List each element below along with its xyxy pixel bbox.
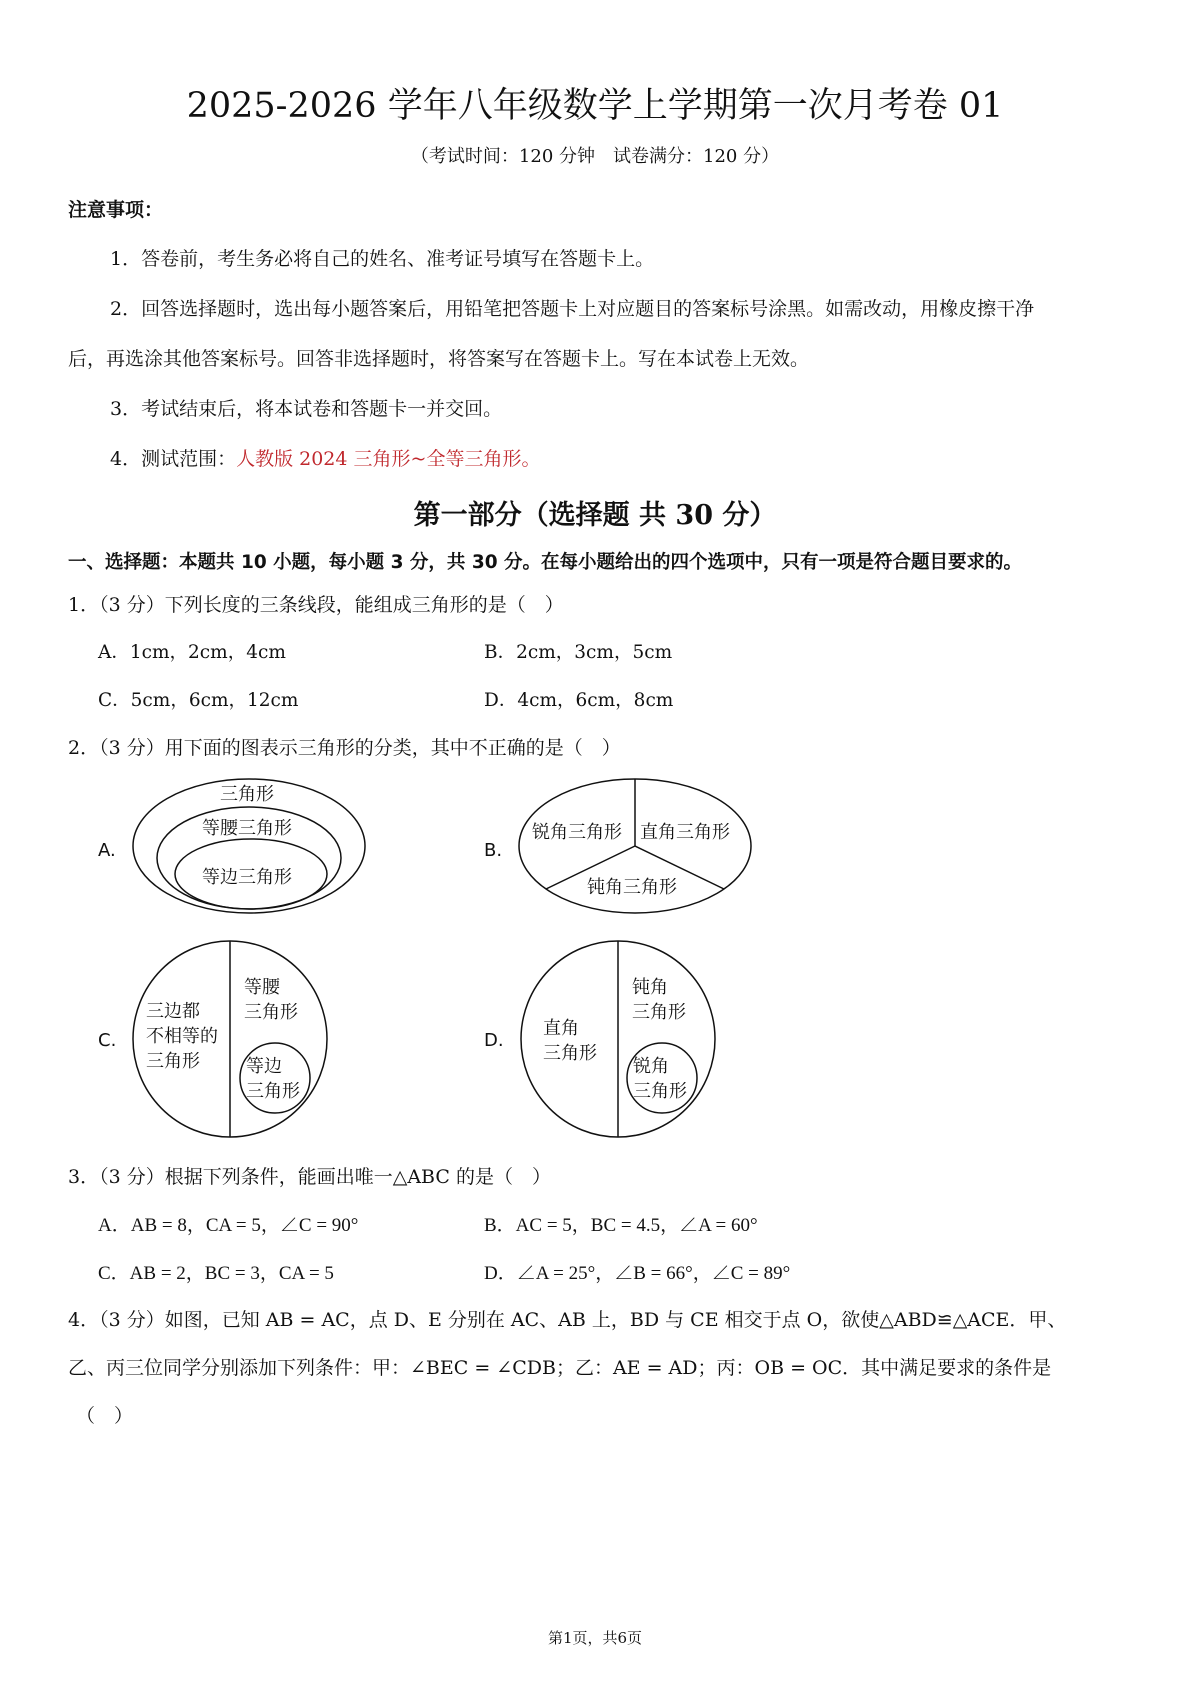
exam-info: （考试时间：120 分钟 试卷满分：120 分）: [410, 146, 780, 167]
q3-option-b: B．AC = 5，BC = 4.5，∠A = 60°: [484, 1215, 758, 1236]
q2-option-a-label: A.: [98, 840, 116, 861]
test-scope: 人教版 2024 三角形~全等三角形。: [236, 448, 541, 470]
q3-option-c: C．AB = 2，BC = 3，CA = 5: [98, 1263, 334, 1284]
q2c-right-label-2: 三角形: [244, 1002, 298, 1023]
part-1-title: 第一部分（选择题 共 30 分）: [413, 500, 777, 531]
q2a-middle-label: 等腰三角形: [202, 818, 292, 839]
q4-stem-line-1: 4．（3 分）如图，已知 AB = AC，点 D、E 分别在 AC、AB 上，BD 与 CE 相交于点 O，欲使△ABD≌△ACE．甲、: [68, 1309, 1067, 1331]
q4-answer-bracket: （ ）: [76, 1405, 134, 1427]
section-1-heading: 一、选择题：本题共 10 小题，每小题 3 分，共 30 分。在每小题给出的四个选项中，只有一项是符合题目要求的。: [68, 552, 1023, 573]
q2c-right-label-1: 等腰: [244, 977, 280, 998]
q2c-left-label-3: 三角形: [146, 1051, 200, 1072]
notice-item-1: 1．答卷前，考生务必将自己的姓名、准考证号填写在答题卡上。: [110, 248, 655, 270]
q2c-inner-circle: [240, 1043, 310, 1113]
q2c-inner-label-1: 等边: [246, 1056, 282, 1077]
q2c-inner-label-2: 三角形: [246, 1081, 300, 1102]
notice-heading: 注意事项：: [68, 199, 164, 221]
q2d-inner-label-1: 锐角: [633, 1056, 669, 1077]
q2b-left-label: 锐角三角形: [532, 822, 622, 843]
q1-option-a: A．1cm，2cm，4cm: [98, 642, 286, 663]
notice-item-3: 3．考试结束后，将本试卷和答题卡一并交回。: [110, 398, 503, 420]
page-title: 2025-2026 学年八年级数学上学期第一次月考卷 01: [186, 86, 1004, 126]
q2d-inner-circle: [627, 1043, 697, 1113]
q1-option-c: C．5cm，6cm，12cm: [98, 690, 299, 711]
q2c-left-label-1: 三边都: [146, 1001, 200, 1022]
q2-option-c-label: C.: [98, 1030, 117, 1051]
q2b-right-label: 直角三角形: [640, 822, 730, 843]
q2b-bottom-label: 钝角三角形: [587, 877, 677, 898]
q2-option-d-label: D.: [484, 1030, 504, 1051]
q2c-left-label-2: 不相等的: [146, 1026, 218, 1047]
q3-option-a: A．AB = 8，CA = 5，∠C = 90°: [98, 1215, 359, 1236]
q1-option-b: B．2cm，3cm，5cm: [484, 642, 673, 663]
q2a-inner-label: 等边三角形: [202, 867, 292, 888]
q3-stem: 3．（3 分）根据下列条件，能画出唯一△ABC 的是（ ）: [68, 1166, 551, 1188]
q1-option-d: D．4cm，6cm，8cm: [484, 690, 674, 711]
q2d-left-label-1: 直角: [543, 1018, 579, 1039]
q2-stem: 2．（3 分）用下面的图表示三角形的分类，其中不正确的是（ ）: [68, 737, 621, 759]
q3-option-d: D．∠A = 25°，∠B = 66°，∠C = 89°: [484, 1263, 791, 1284]
q2d-right-label-1: 钝角: [632, 977, 668, 998]
q4-stem-line-2: 乙、丙三位同学分别添加下列条件：甲：∠BEC = ∠CDB；乙：AE = AD；丙：OB = OC．其中满足要求的条件是: [68, 1357, 1052, 1379]
q2a-outer-label: 三角形: [220, 784, 274, 805]
q1-stem: 1．（3 分）下列长度的三条线段，能组成三角形的是（ ）: [68, 594, 564, 616]
notice-item-2-line-1: 2．回答选择题时，选出每小题答案后，用铅笔把答题卡上对应题目的答案标号涂黑。如需改动，用橡皮擦干净: [110, 298, 1035, 320]
q2d-right-label-2: 三角形: [632, 1002, 686, 1023]
notice-item-4-prefix: 4．测试范围：: [110, 448, 237, 470]
q2d-left-label-2: 三角形: [543, 1043, 597, 1064]
notice-item-2-line-2: 后，再选涂其他答案标号。回答非选择题时，将答案写在答题卡上。写在本试卷上无效。: [68, 348, 810, 370]
q2d-inner-label-2: 三角形: [633, 1081, 687, 1102]
q2-option-b-label: B.: [484, 840, 503, 861]
page-footer: 第1页，共6页: [547, 1629, 643, 1647]
